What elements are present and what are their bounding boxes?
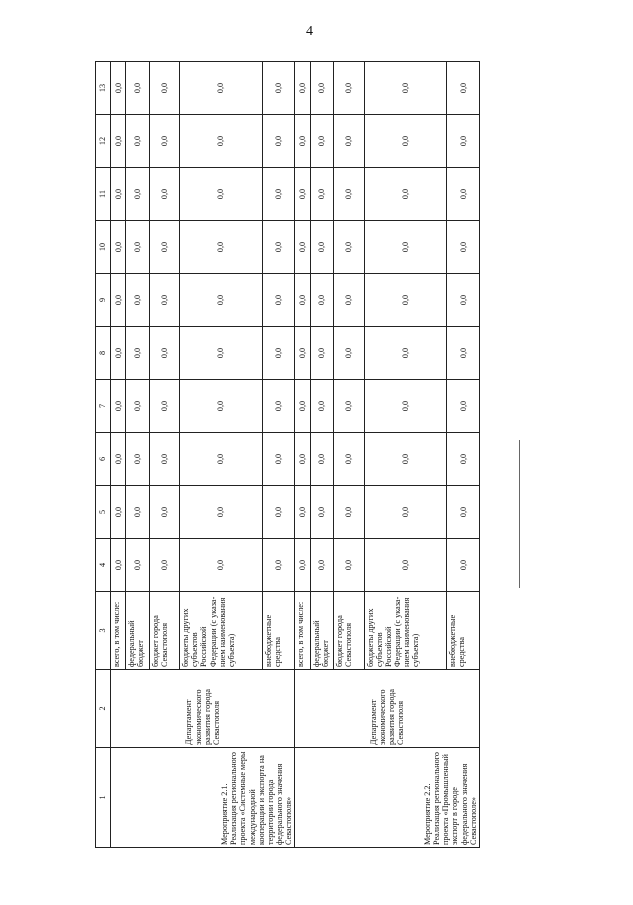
value-cell: 0,0 bbox=[126, 380, 149, 433]
value-cell: 0,0 bbox=[126, 221, 149, 274]
measure-cell: Мероприятие 2.2. Реализация регионального проекта «Промышленный экспорт в городе федерального значения Севастополе» bbox=[295, 748, 480, 848]
funding-source-cell: бюджеты других субъектов Российской Федерации (с указа-нием наименования субъекта) bbox=[180, 592, 263, 670]
value-cell: 0,0 bbox=[295, 274, 310, 327]
value-cell: 0,0 bbox=[126, 327, 149, 380]
value-cell: 0,0 bbox=[310, 327, 333, 380]
value-cell: 0,0 bbox=[126, 274, 149, 327]
value-cell: 0,0 bbox=[447, 168, 480, 221]
value-cell: 0,0 bbox=[447, 221, 480, 274]
value-cell: 0,0 bbox=[295, 327, 310, 380]
value-cell: 0,0 bbox=[180, 62, 263, 115]
funding-source-cell: бюджет города Севастополя bbox=[334, 592, 365, 670]
funding-source-cell: федеральный бюджет bbox=[310, 592, 333, 670]
value-cell: 0,0 bbox=[447, 62, 480, 115]
measure-cell: Мероприятие 2.1. Реализация регионального проекта «Системные меры международной кооперации и экспорта на территории города федерального значения Севастополя» bbox=[111, 748, 295, 848]
column-header-1: 1 bbox=[96, 748, 111, 848]
value-cell: 0,0 bbox=[149, 168, 180, 221]
value-cell: 0,0 bbox=[149, 115, 180, 168]
value-cell: 0,0 bbox=[180, 327, 263, 380]
value-cell: 0,0 bbox=[310, 486, 333, 539]
column-header-7: 7 bbox=[96, 380, 111, 433]
value-cell: 0,0 bbox=[111, 168, 126, 221]
value-cell: 0,0 bbox=[111, 62, 126, 115]
value-cell: 0,0 bbox=[262, 274, 295, 327]
value-cell: 0,0 bbox=[262, 486, 295, 539]
value-cell: 0,0 bbox=[180, 115, 263, 168]
value-cell: 0,0 bbox=[180, 221, 263, 274]
value-cell: 0,0 bbox=[111, 115, 126, 168]
value-cell: 0,0 bbox=[447, 115, 480, 168]
column-header-9: 9 bbox=[96, 274, 111, 327]
value-cell: 0,0 bbox=[295, 168, 310, 221]
value-cell: 0,0 bbox=[364, 168, 447, 221]
value-cell: 0,0 bbox=[310, 221, 333, 274]
value-cell: 0,0 bbox=[310, 168, 333, 221]
value-cell: 0,0 bbox=[262, 221, 295, 274]
value-cell: 0,0 bbox=[447, 274, 480, 327]
column-header-12: 12 bbox=[96, 115, 111, 168]
margin-rule bbox=[519, 440, 520, 588]
value-cell: 0,0 bbox=[149, 539, 180, 592]
funding-source-cell: внебюджетные средства bbox=[447, 592, 480, 670]
value-cell: 0,0 bbox=[126, 168, 149, 221]
value-cell: 0,0 bbox=[447, 433, 480, 486]
value-cell: 0,0 bbox=[364, 539, 447, 592]
value-cell: 0,0 bbox=[262, 168, 295, 221]
value-cell: 0,0 bbox=[111, 380, 126, 433]
value-cell: 0,0 bbox=[295, 486, 310, 539]
value-cell: 0,0 bbox=[310, 380, 333, 433]
funding-source-cell: внебюджетные средства bbox=[262, 592, 295, 670]
value-cell: 0,0 bbox=[334, 539, 365, 592]
value-cell: 0,0 bbox=[334, 168, 365, 221]
table-row bbox=[295, 62, 310, 848]
value-cell: 0,0 bbox=[111, 274, 126, 327]
value-cell: 0,0 bbox=[295, 115, 310, 168]
value-cell: 0,0 bbox=[111, 486, 126, 539]
value-cell: 0,0 bbox=[295, 221, 310, 274]
value-cell: 0,0 bbox=[180, 380, 263, 433]
value-cell: 0,0 bbox=[180, 274, 263, 327]
value-cell: 0,0 bbox=[180, 486, 263, 539]
value-cell: 0,0 bbox=[111, 539, 126, 592]
value-cell: 0,0 bbox=[295, 62, 310, 115]
value-cell: 0,0 bbox=[310, 62, 333, 115]
column-header-6: 6 bbox=[96, 433, 111, 486]
value-cell: 0,0 bbox=[310, 539, 333, 592]
funding-table-container bbox=[95, 62, 480, 848]
page-number: 4 bbox=[306, 24, 313, 39]
value-cell: 0,0 bbox=[262, 433, 295, 486]
value-cell: 0,0 bbox=[149, 221, 180, 274]
value-cell: 0,0 bbox=[334, 486, 365, 539]
column-header-5: 5 bbox=[96, 486, 111, 539]
value-cell: 0,0 bbox=[447, 327, 480, 380]
column-header-8: 8 bbox=[96, 327, 111, 380]
value-cell: 0,0 bbox=[262, 115, 295, 168]
department-cell: Департамент экономического развития города Севастополя bbox=[295, 670, 480, 748]
value-cell: 0,0 bbox=[295, 433, 310, 486]
value-cell: 0,0 bbox=[364, 62, 447, 115]
funding-source-cell: бюджеты других субъектов Российской Федерации (с указа-нием наименования субъекта) bbox=[364, 592, 447, 670]
value-cell: 0,0 bbox=[364, 327, 447, 380]
table-row bbox=[111, 62, 126, 848]
value-cell: 0,0 bbox=[126, 486, 149, 539]
value-cell: 0,0 bbox=[334, 221, 365, 274]
column-header-3: 3 bbox=[96, 592, 111, 670]
value-cell: 0,0 bbox=[310, 115, 333, 168]
funding-source-cell: бюджет города Севастополя bbox=[149, 592, 180, 670]
value-cell: 0,0 bbox=[262, 62, 295, 115]
value-cell: 0,0 bbox=[334, 115, 365, 168]
value-cell: 0,0 bbox=[149, 380, 180, 433]
funding-source-cell: всего, в том числе: bbox=[111, 592, 126, 670]
value-cell: 0,0 bbox=[149, 433, 180, 486]
value-cell: 0,0 bbox=[447, 486, 480, 539]
value-cell: 0,0 bbox=[334, 327, 365, 380]
value-cell: 0,0 bbox=[111, 221, 126, 274]
value-cell: 0,0 bbox=[180, 539, 263, 592]
value-cell: 0,0 bbox=[126, 62, 149, 115]
value-cell: 0,0 bbox=[149, 274, 180, 327]
value-cell: 0,0 bbox=[334, 433, 365, 486]
value-cell: 0,0 bbox=[111, 433, 126, 486]
column-header-11: 11 bbox=[96, 168, 111, 221]
department-cell: Департамент экономического развития города Севастополя bbox=[111, 670, 295, 748]
value-cell: 0,0 bbox=[126, 115, 149, 168]
value-cell: 0,0 bbox=[126, 433, 149, 486]
value-cell: 0,0 bbox=[364, 486, 447, 539]
column-header-10: 10 bbox=[96, 221, 111, 274]
header-row bbox=[96, 62, 111, 848]
value-cell: 0,0 bbox=[334, 274, 365, 327]
value-cell: 0,0 bbox=[111, 327, 126, 380]
value-cell: 0,0 bbox=[364, 380, 447, 433]
funding-source-cell: всего, в том числе: bbox=[295, 592, 310, 670]
value-cell: 0,0 bbox=[364, 274, 447, 327]
value-cell: 0,0 bbox=[310, 433, 333, 486]
column-header-4: 4 bbox=[96, 539, 111, 592]
value-cell: 0,0 bbox=[364, 115, 447, 168]
value-cell: 0,0 bbox=[180, 433, 263, 486]
value-cell: 0,0 bbox=[364, 221, 447, 274]
value-cell: 0,0 bbox=[295, 539, 310, 592]
funding-table bbox=[95, 61, 480, 848]
value-cell: 0,0 bbox=[334, 62, 365, 115]
column-header-13: 13 bbox=[96, 62, 111, 115]
value-cell: 0,0 bbox=[262, 539, 295, 592]
funding-source-cell: федеральный бюджет bbox=[126, 592, 149, 670]
value-cell: 0,0 bbox=[126, 539, 149, 592]
value-cell: 0,0 bbox=[295, 380, 310, 433]
column-header-2: 2 bbox=[96, 670, 111, 748]
value-cell: 0,0 bbox=[334, 380, 365, 433]
value-cell: 0,0 bbox=[447, 380, 480, 433]
value-cell: 0,0 bbox=[310, 274, 333, 327]
value-cell: 0,0 bbox=[149, 486, 180, 539]
value-cell: 0,0 bbox=[364, 433, 447, 486]
value-cell: 0,0 bbox=[149, 62, 180, 115]
value-cell: 0,0 bbox=[149, 327, 180, 380]
value-cell: 0,0 bbox=[180, 168, 263, 221]
value-cell: 0,0 bbox=[262, 380, 295, 433]
value-cell: 0,0 bbox=[262, 327, 295, 380]
value-cell: 0,0 bbox=[447, 539, 480, 592]
